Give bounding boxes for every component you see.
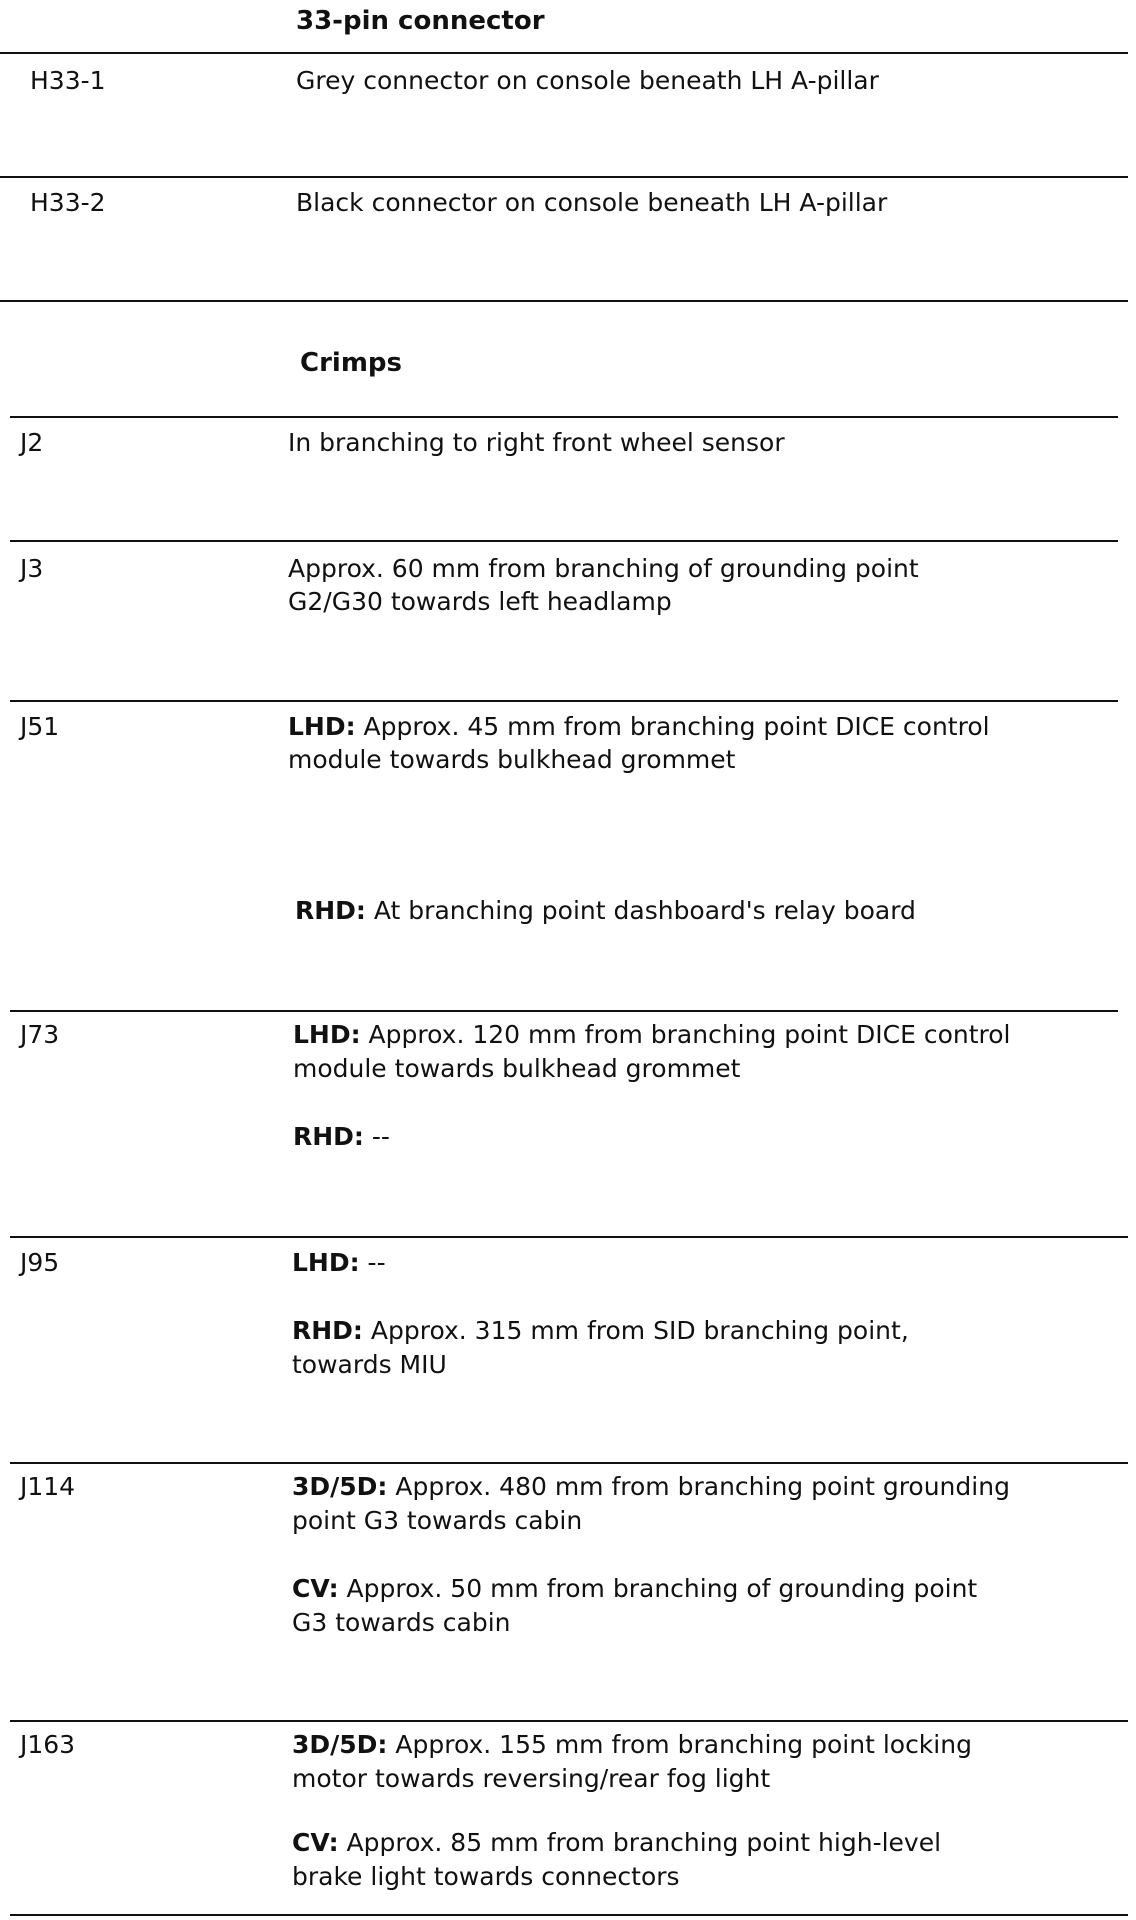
code-j163: J163 (20, 1730, 76, 1759)
text-rhd: At branching point dashboard's relay board (365, 896, 916, 925)
text-rhd: Approx. 315 mm from SID branching point, (362, 1316, 909, 1345)
desc-j114-a-line1 (292, 1470, 1010, 1504)
text-lhd: Approx. 120 mm from branching point DICE control (360, 1020, 1011, 1049)
divider-line (0, 300, 1128, 302)
desc-j163-b-line2: brake light towards connectors (292, 1862, 680, 1891)
label-lhd: LHD: (288, 712, 356, 741)
desc-j163-a-line1 (292, 1728, 972, 1762)
desc-j2: In branching to right front wheel sensor (288, 428, 785, 457)
desc-j51-lhd-line1 (288, 710, 990, 744)
desc-j114-b-line2: G3 towards cabin (292, 1608, 511, 1637)
code-j3: J3 (20, 554, 44, 583)
desc-j73-lhd-line1 (293, 1018, 1010, 1052)
divider-line (10, 1010, 1118, 1012)
divider-line (10, 700, 1118, 702)
label-rhd: RHD: (293, 1122, 364, 1151)
label-lhd: LHD: (292, 1248, 360, 1277)
label-lhd: LHD: (293, 1020, 361, 1049)
desc-j3-line2: G2/G30 towards left headlamp (288, 587, 672, 616)
label-cv: CV: (292, 1828, 339, 1857)
divider-line (10, 1720, 1128, 1722)
divider-line (0, 176, 1128, 178)
label-rhd: RHD: (292, 1316, 363, 1345)
desc-j73-lhd-line2: module towards bulkhead grommet (293, 1054, 741, 1083)
code-j95: J95 (20, 1248, 60, 1277)
label-3d5d: 3D/5D: (292, 1472, 388, 1501)
desc-h33-2: Black connector on console beneath LH A-pillar (296, 188, 888, 217)
text-lhd: Approx. 45 mm from branching point DICE control (355, 712, 990, 741)
heading-33-pin-connector: 33-pin connector (296, 6, 545, 36)
desc-j73-rhd-line1 (293, 1120, 390, 1154)
text-cv: Approx. 85 mm from branching point high-level (338, 1828, 942, 1857)
desc-j95-rhd-line2: towards MIU (292, 1350, 447, 1379)
text-3d5d: Approx. 480 mm from branching point grounding (387, 1472, 1010, 1501)
desc-j163-a-line2: motor towards reversing/rear fog light (292, 1764, 771, 1793)
divider-line (10, 1236, 1128, 1238)
text-lhd: -- (359, 1248, 386, 1277)
desc-j51-lhd-line2: module towards bulkhead grommet (288, 745, 736, 774)
divider-line (10, 1914, 1128, 1916)
text-3d5d: Approx. 155 mm from branching point locking (387, 1730, 972, 1759)
label-cv: CV: (292, 1574, 339, 1603)
code-j114: J114 (20, 1472, 76, 1501)
divider-line (10, 1462, 1128, 1464)
desc-j163-b-line1 (292, 1826, 941, 1860)
code-h33-1: H33-1 (30, 66, 106, 95)
desc-j51-rhd-line1 (295, 894, 916, 928)
label-rhd: RHD: (295, 896, 366, 925)
desc-j114-a-line2: point G3 towards cabin (292, 1506, 583, 1535)
desc-j95-lhd-line1 (292, 1246, 386, 1280)
heading-crimps: Crimps (300, 348, 402, 378)
code-h33-2: H33-2 (30, 188, 106, 217)
label-3d5d: 3D/5D: (292, 1730, 388, 1759)
text-cv: Approx. 50 mm from branching of grounding point (338, 1574, 978, 1603)
divider-line (10, 416, 1118, 418)
code-j51: J51 (20, 712, 60, 741)
text-rhd: -- (363, 1122, 390, 1151)
desc-j3-line1: Approx. 60 mm from branching of grounding point (288, 554, 919, 583)
desc-h33-1: Grey connector on console beneath LH A-pillar (296, 66, 879, 95)
desc-j95-rhd-line1 (292, 1314, 909, 1348)
code-j73: J73 (20, 1020, 60, 1049)
divider-line (10, 540, 1118, 542)
desc-j114-b-line1 (292, 1572, 977, 1606)
code-j2: J2 (20, 428, 44, 457)
divider-line (0, 52, 1128, 54)
